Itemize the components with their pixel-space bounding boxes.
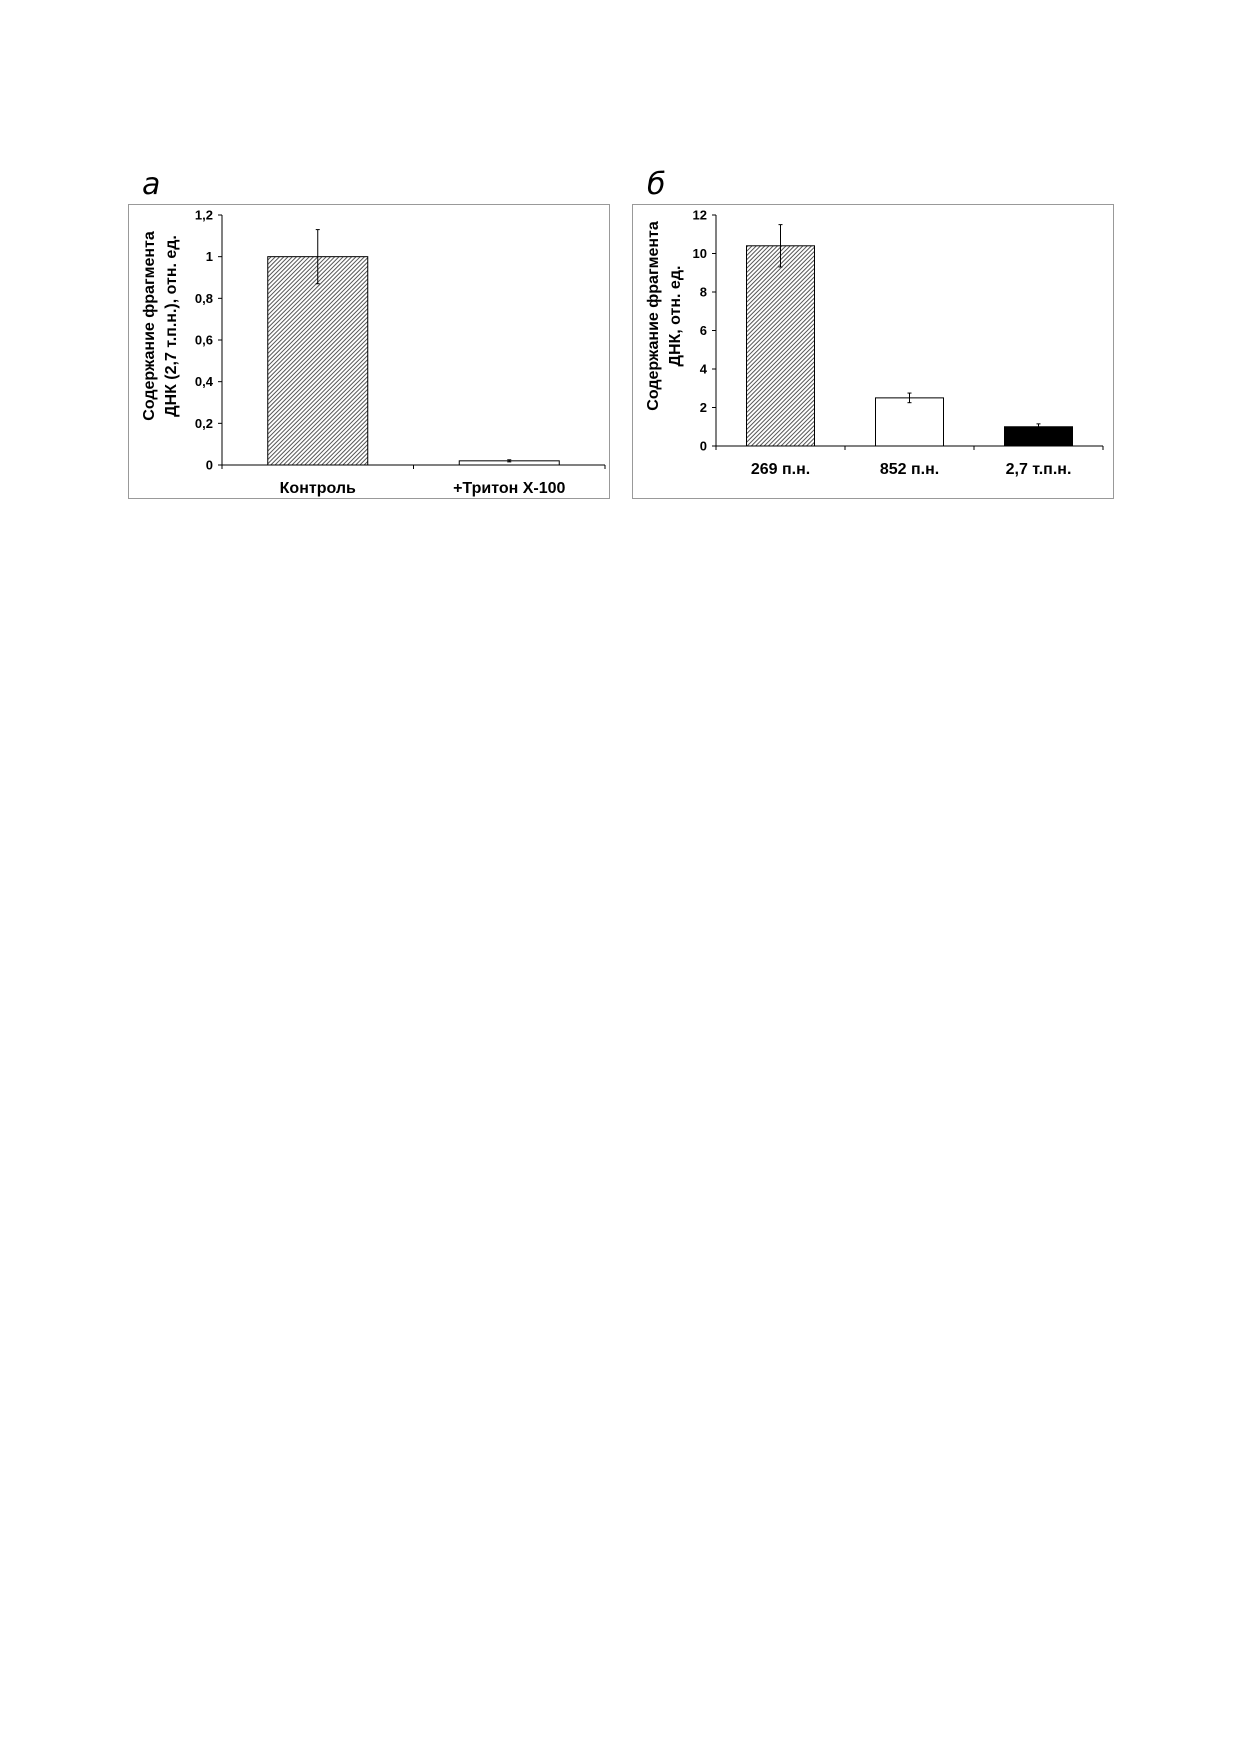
bar [876,398,944,446]
x-category-label: Контроль [279,480,356,497]
y-tick-label: 0,6 [194,332,213,348]
x-category-label: 852 п.н. [879,461,940,478]
y-tick-label: 2 [699,400,707,415]
y-tick-label: 0,8 [194,290,213,306]
panel-letter-b: б [647,167,666,202]
chart-a [128,204,610,499]
y-tick-label: 0,2 [194,415,213,431]
y-tick-label: 0 [699,438,707,454]
y-tick-label: 0 [205,457,213,473]
y-tick-label: 0,4 [194,374,213,390]
y-tick-label: 1 [205,249,213,265]
y-axis-label-line-1: Содержание фрагмента [141,231,158,421]
bar [747,246,815,446]
y-tick-label: 12 [692,207,707,223]
x-category-label: 269 п.н. [750,461,811,478]
y-axis-label-line-1: Содержание фрагмента [645,221,662,411]
chart-frame [129,205,610,499]
y-tick-label: 4 [699,361,707,377]
x-category-label: +Тритон Х-100 [453,480,566,497]
bar [268,257,368,465]
y-tick-label: 1,2 [194,207,213,223]
y-tick-label: 10 [692,246,707,261]
x-category-label: 2,7 т.п.н. [1005,461,1072,478]
y-axis-label-line-2: ДНК (2,7 т.п.н.), отн. ед. [163,235,180,417]
y-tick-label: 6 [699,323,707,338]
y-tick-label: 8 [699,284,707,300]
y-axis-label-line-2: ДНК, отн. ед. [667,265,684,367]
panel-letter-a: а [142,167,161,202]
chart-b [632,204,1114,499]
